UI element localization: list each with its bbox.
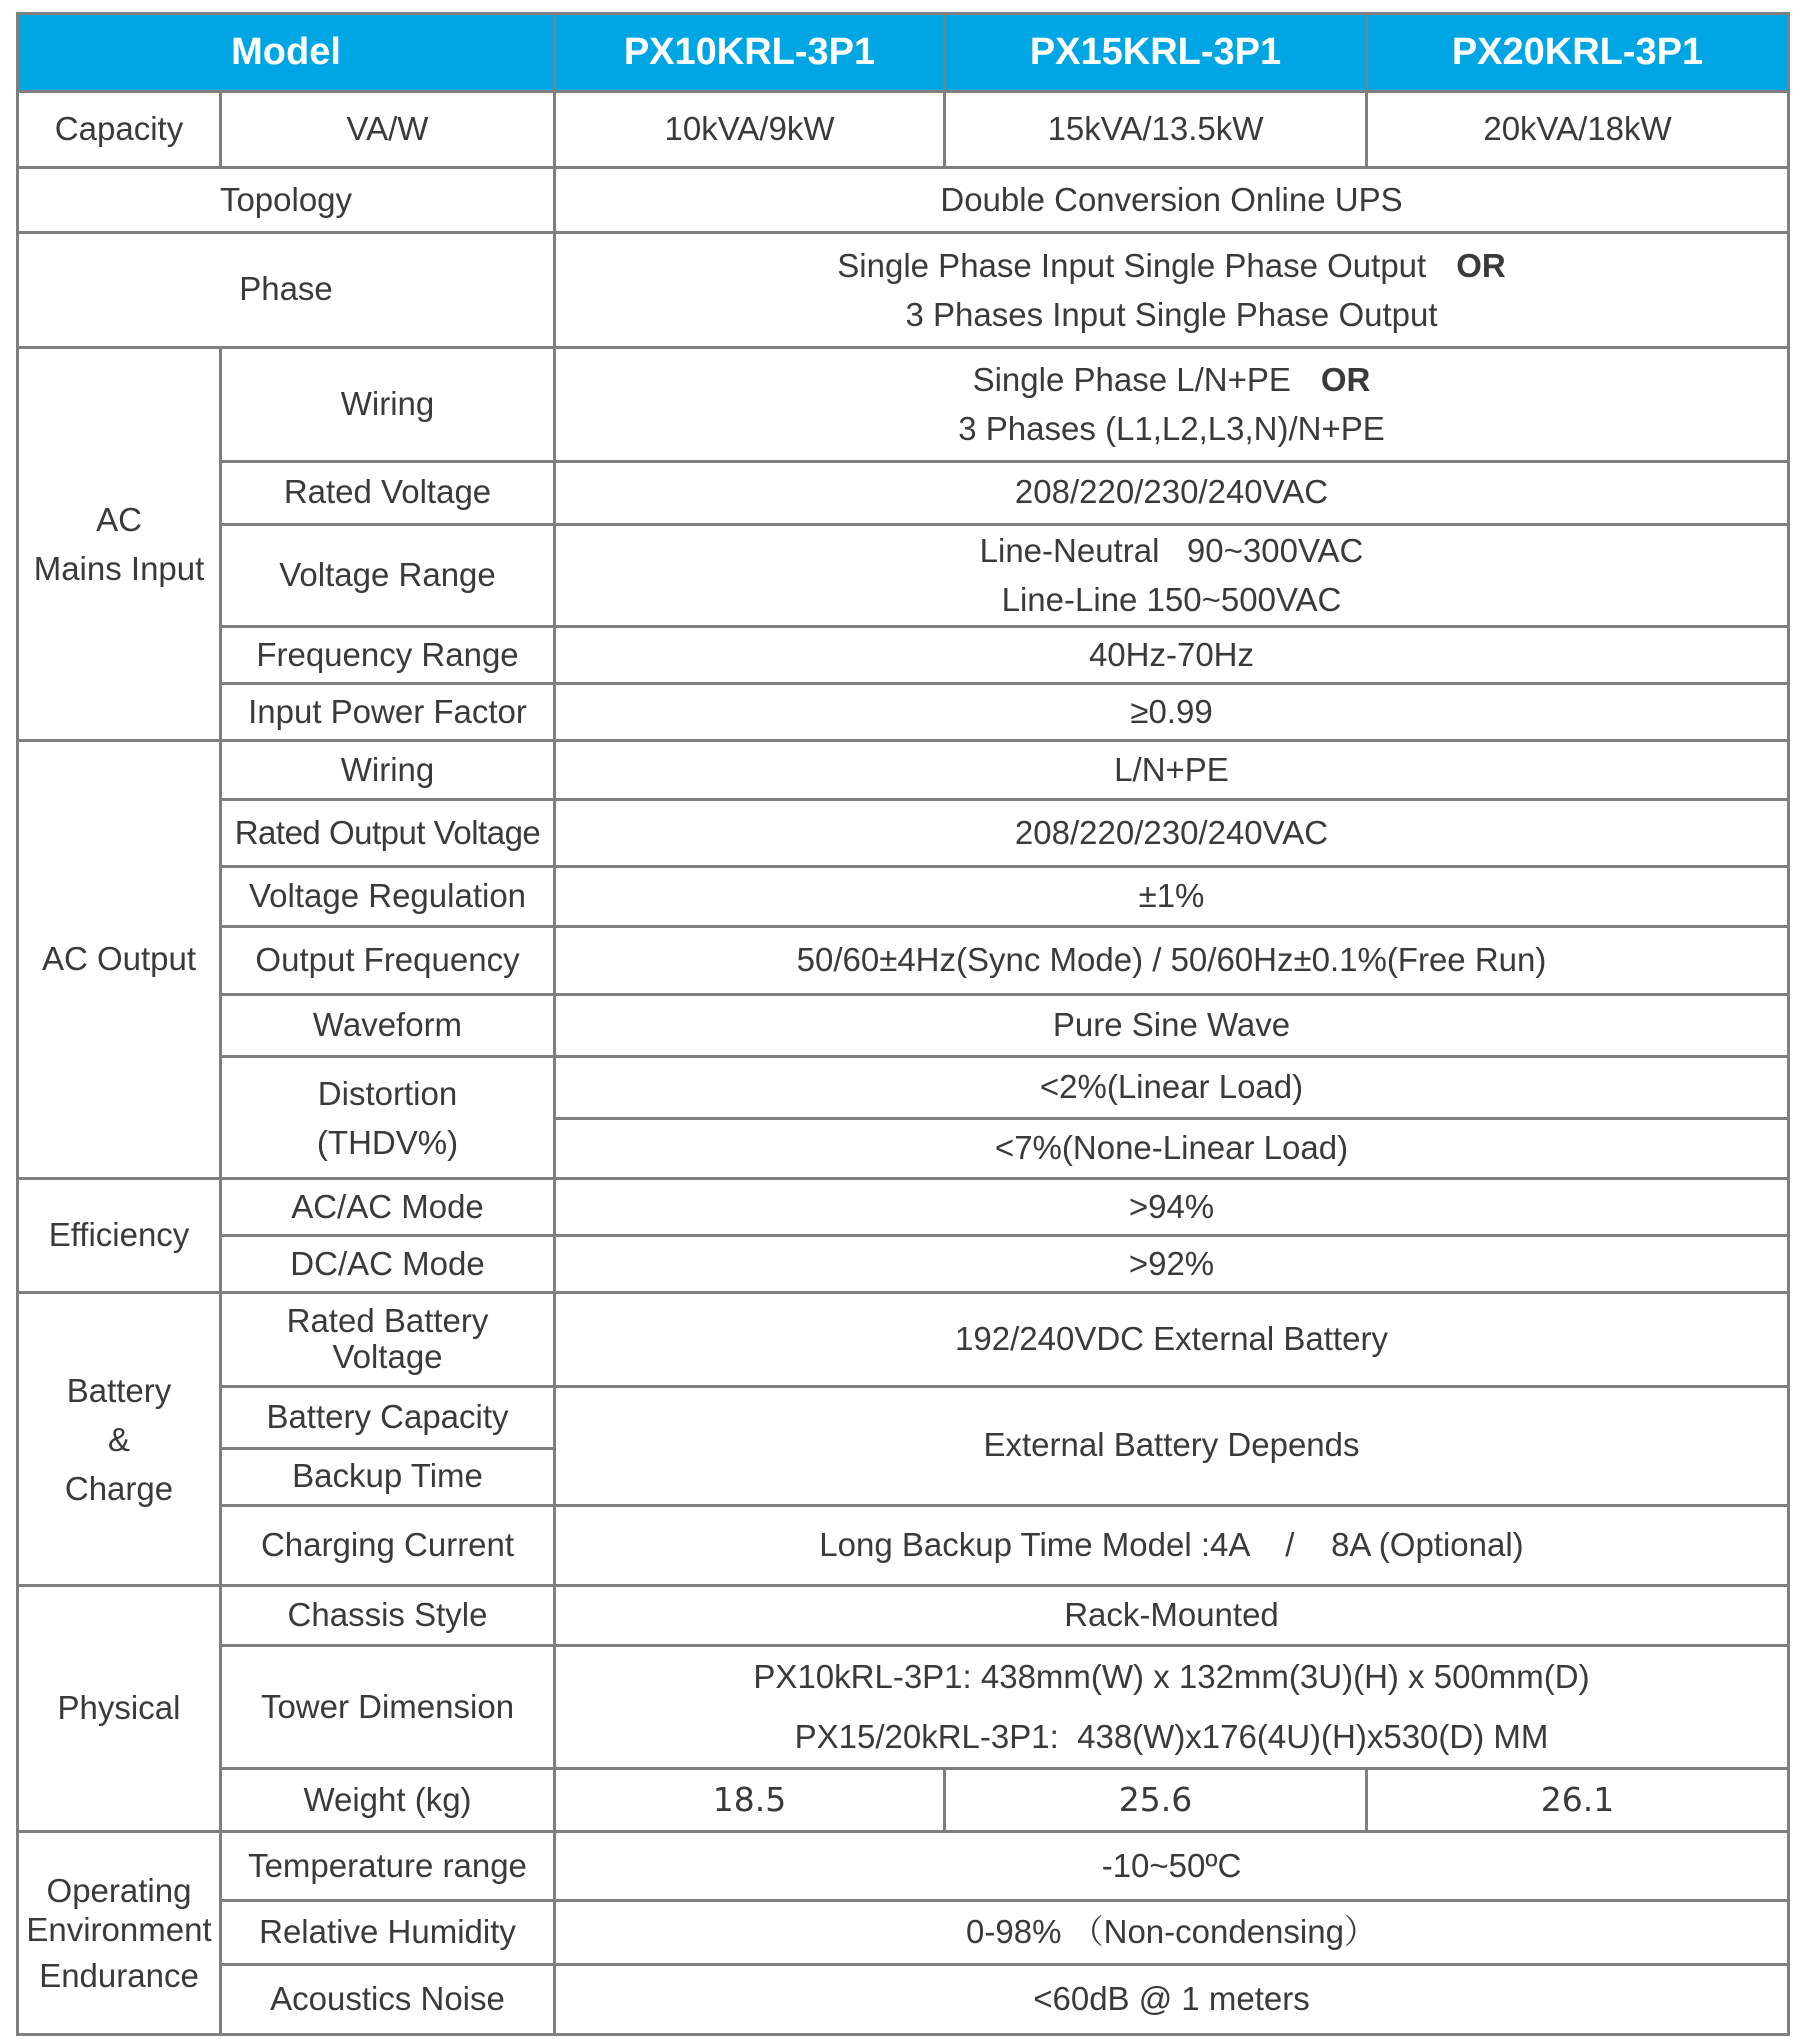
capacity-px15: 15kVA/13.5kW <box>945 92 1367 168</box>
battery-group-line3: Charge <box>64 1469 174 1507</box>
env-group-line1: Operating <box>46 1871 192 1909</box>
output-regulation-row <box>18 866 1789 926</box>
physical-group-label: Physical <box>18 1585 221 1831</box>
input-frequency-range-value: 40Hz-70Hz <box>555 627 1789 684</box>
topology-row <box>18 168 1789 233</box>
output-rated-voltage-value: 208/220/230/240VAC <box>555 800 1789 866</box>
env-humidity-row <box>18 1900 1789 1964</box>
input-wiring-line2: 3 Phases (L1,L2,L3,N)/N+PE <box>958 410 1385 448</box>
model-px20-header: PX20KRL-3P1 <box>1367 14 1789 92</box>
output-wiring-row <box>18 741 1789 800</box>
env-temperature-value: -10~50ºC <box>555 1832 1789 1900</box>
physical-weight-row <box>18 1769 1789 1832</box>
input-power-factor-row <box>18 684 1789 741</box>
input-wiring-or: OR <box>1320 361 1371 399</box>
distortion-label-line2: (THDV%) <box>316 1123 459 1161</box>
phase-line1: Single Phase Input Single Phase Output <box>837 246 1427 284</box>
model-header: Model <box>18 14 555 92</box>
input-power-factor-value: ≥0.99 <box>555 684 1789 741</box>
ac-input-group-line1: AC <box>96 500 142 538</box>
capacity-px20: 20kVA/18kW <box>1367 92 1789 168</box>
physical-chassis-row <box>18 1585 1789 1645</box>
physical-weight-label: Weight (kg) <box>221 1769 555 1832</box>
env-group-label <box>18 1832 221 2035</box>
battery-group-line1: Battery <box>66 1371 172 1409</box>
env-humidity-label: Relative Humidity <box>221 1900 555 1964</box>
voltage-range-line2: Line-Line 150~500VAC <box>1001 581 1342 619</box>
physical-chassis-label: Chassis Style <box>221 1585 555 1645</box>
output-regulation-label: Voltage Regulation <box>221 866 555 926</box>
ups-spec-table <box>16 12 1790 2036</box>
output-rated-voltage-row <box>18 800 1789 866</box>
input-wiring-value <box>555 347 1789 461</box>
ac-output-group-label: AC Output <box>18 741 221 1179</box>
env-temperature-label: Temperature range <box>221 1832 555 1900</box>
input-wiring-label: Wiring <box>221 347 555 461</box>
weight-px15: 25.6 <box>945 1769 1367 1832</box>
env-noise-label: Acoustics Noise <box>221 1964 555 2034</box>
battery-charging-label: Charging Current <box>221 1505 555 1585</box>
input-voltage-range-label: Voltage Range <box>221 524 555 626</box>
efficiency-acac-row <box>18 1179 1789 1236</box>
output-frequency-label: Output Frequency <box>221 926 555 994</box>
battery-rated-voltage-value: 192/240VDC External Battery <box>555 1293 1789 1386</box>
output-distortion-row-1 <box>18 1056 1789 1118</box>
voltage-range-line1: Line-Neutral 90~300VAC <box>979 532 1364 570</box>
dimension-line1: PX10kRL-3P1: 438mm(W) x 132mm(3U)(H) x 500mm(D) <box>753 1658 1590 1696</box>
distortion-label-line1: Distortion <box>317 1074 458 1112</box>
output-waveform-value: Pure Sine Wave <box>555 994 1789 1056</box>
output-frequency-value: 50/60±4Hz(Sync Mode) / 50/60Hz±0.1%(Free Run) <box>555 926 1789 994</box>
efficiency-acac-value: >94% <box>555 1179 1789 1236</box>
output-regulation-value: ±1% <box>555 866 1789 926</box>
model-px10-header: PX10KRL-3P1 <box>555 14 945 92</box>
capacity-unit: VA/W <box>221 92 555 168</box>
battery-rated-voltage-label <box>221 1293 555 1386</box>
output-waveform-row <box>18 994 1789 1056</box>
phase-label: Phase <box>18 233 555 347</box>
physical-dimension-label: Tower Dimension <box>221 1646 555 1769</box>
env-noise-value: <60dB @ 1 meters <box>555 1964 1789 2034</box>
env-noise-row <box>18 1964 1789 2034</box>
battery-rated-voltage-label-line1: Rated Battery <box>286 1302 489 1340</box>
physical-dimension-value <box>555 1646 1789 1769</box>
battery-rated-voltage-row <box>18 1293 1789 1386</box>
output-waveform-label: Waveform <box>221 994 555 1056</box>
weight-px10: 18.5 <box>555 1769 945 1832</box>
efficiency-dcac-label: DC/AC Mode <box>221 1236 555 1293</box>
output-frequency-row <box>18 926 1789 994</box>
phase-row <box>18 233 1789 347</box>
env-humidity-value: 0-98% （Non-condensing） <box>555 1900 1789 1964</box>
output-wiring-label: Wiring <box>221 741 555 800</box>
phase-line2: 3 Phases Input Single Phase Output <box>905 295 1438 333</box>
output-distortion-label <box>221 1056 555 1178</box>
output-wiring-value: L/N+PE <box>555 741 1789 800</box>
input-frequency-range-row <box>18 627 1789 684</box>
battery-capacity-label: Battery Capacity <box>221 1386 555 1448</box>
input-voltage-range-row <box>18 524 1789 626</box>
output-distortion-linear: <2%(Linear Load) <box>555 1056 1789 1118</box>
capacity-row <box>18 92 1789 168</box>
phase-or: OR <box>1456 246 1506 284</box>
capacity-px10: 10kVA/9kW <box>555 92 945 168</box>
input-wiring-line1: Single Phase L/N+PE <box>972 361 1291 399</box>
battery-backup-label: Backup Time <box>221 1448 555 1505</box>
dimension-line2: PX15/20kRL-3P1: 438(W)x176(4U)(H)x530(D) MM <box>794 1718 1549 1756</box>
battery-group-line2: & <box>107 1420 130 1458</box>
ac-input-group-label <box>18 347 221 741</box>
weight-px20: 26.1 <box>1367 1769 1789 1832</box>
ac-input-group-line2: Mains Input <box>33 549 205 587</box>
physical-dimension-row <box>18 1646 1789 1769</box>
capacity-label: Capacity <box>18 92 221 168</box>
phase-value <box>555 233 1789 347</box>
battery-rated-voltage-label-line2: Voltage <box>332 1338 443 1376</box>
efficiency-dcac-row <box>18 1236 1789 1293</box>
header-row <box>18 14 1789 92</box>
efficiency-dcac-value: >92% <box>555 1236 1789 1293</box>
battery-charging-row <box>18 1505 1789 1585</box>
model-px15-header: PX15KRL-3P1 <box>945 14 1367 92</box>
output-distortion-nonlinear: <7%(None-Linear Load) <box>555 1119 1789 1179</box>
battery-capacity-row <box>18 1386 1789 1448</box>
input-voltage-range-value <box>555 524 1789 626</box>
input-rated-voltage-row <box>18 461 1789 524</box>
input-rated-voltage-label: Rated Voltage <box>221 461 555 524</box>
efficiency-group-label: Efficiency <box>18 1179 221 1293</box>
topology-label: Topology <box>18 168 555 233</box>
battery-charging-value: Long Backup Time Model :4A / 8A (Optional) <box>555 1505 1789 1585</box>
battery-group-label <box>18 1293 221 1586</box>
env-temperature-row <box>18 1832 1789 1900</box>
battery-depends-value: External Battery Depends <box>555 1386 1789 1505</box>
env-group-line3: Endurance <box>39 1957 199 1994</box>
topology-value: Double Conversion Online UPS <box>555 168 1789 233</box>
input-wiring-row <box>18 347 1789 461</box>
env-group-line2: Environment <box>26 1911 212 1949</box>
physical-chassis-value: Rack-Mounted <box>555 1585 1789 1645</box>
input-rated-voltage-value: 208/220/230/240VAC <box>555 461 1789 524</box>
output-rated-voltage-label: Rated Output Voltage <box>221 800 555 866</box>
efficiency-acac-label: AC/AC Mode <box>221 1179 555 1236</box>
input-frequency-range-label: Frequency Range <box>221 627 555 684</box>
input-power-factor-label: Input Power Factor <box>221 684 555 741</box>
